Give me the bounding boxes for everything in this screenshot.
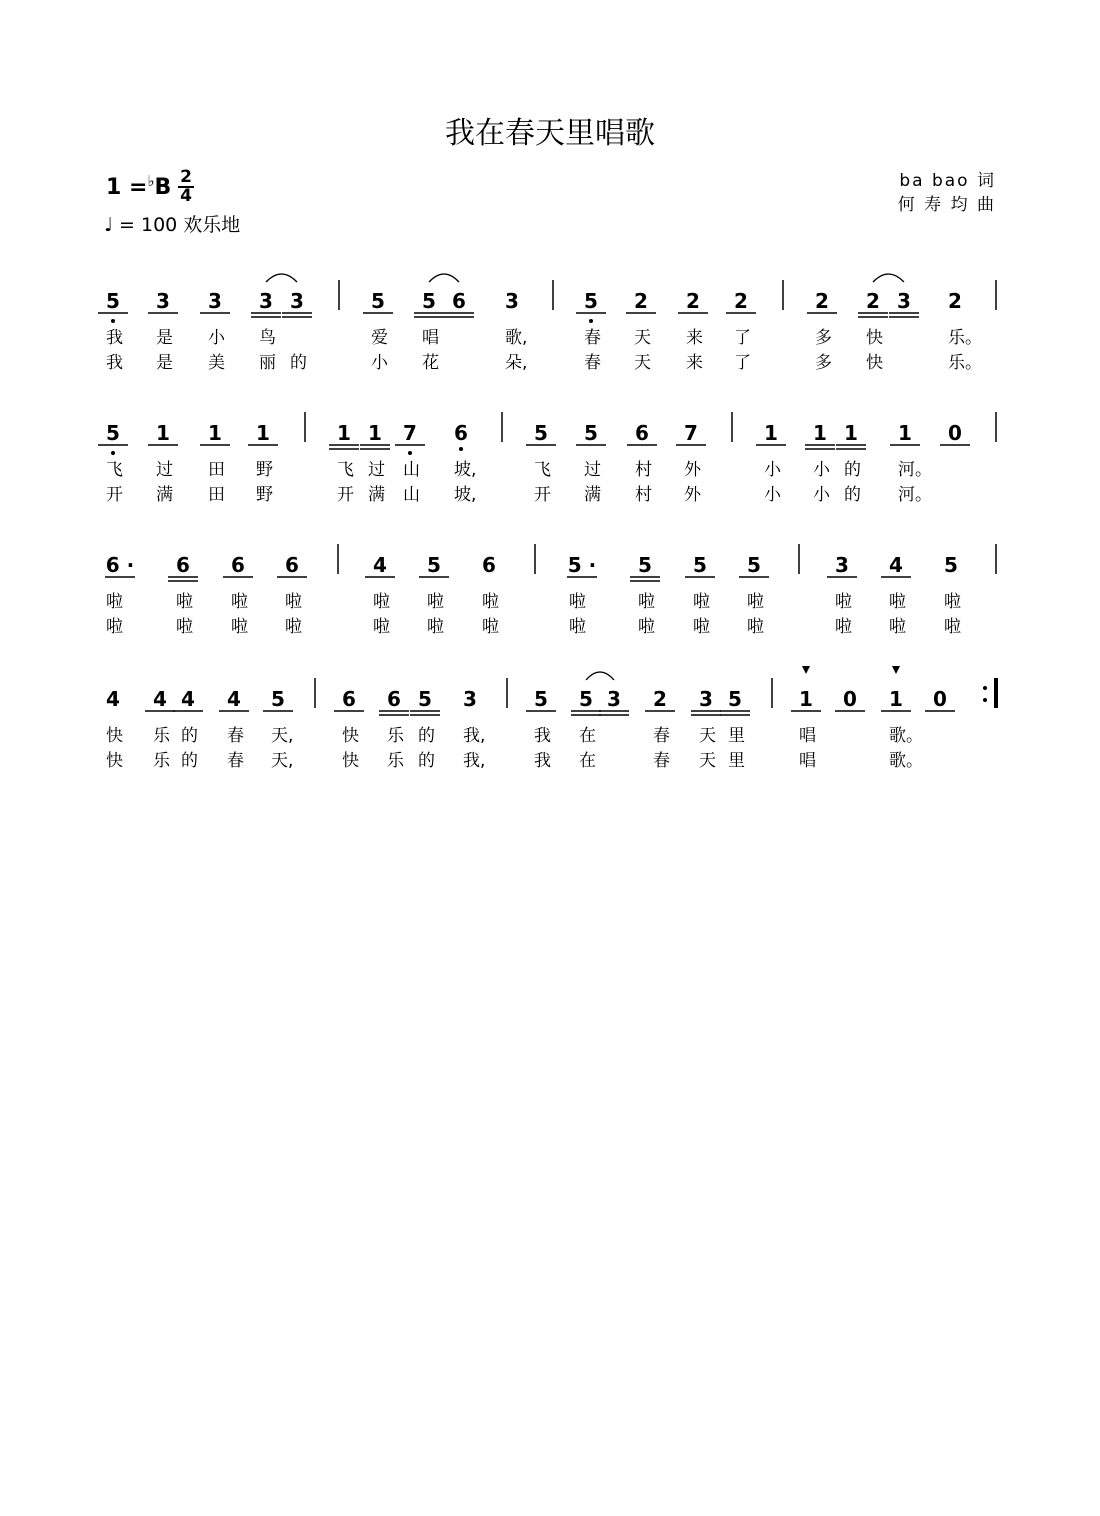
note: 1 [813,421,827,445]
lyric-char: 乐 [387,751,404,771]
repeat-dot [983,686,987,690]
lyric-char: 啦 [373,617,390,637]
lyric-char: 满 [584,485,601,505]
note: 1 [799,687,813,711]
lyric-char: 啦 [106,592,123,612]
lyric-char: 春 [584,328,601,348]
lyric-char: 飞 [106,460,123,480]
lyric-char: 鸟 [259,328,276,348]
lyric-char: 小 [813,460,830,480]
lyric-char: 开 [534,485,551,505]
note: 1 [256,421,270,445]
note: 3 [208,289,222,313]
lyric-char: 在 [579,726,596,746]
lyric-char: 春 [653,726,670,746]
note: 6 [387,687,401,711]
lyric-char: 田 [208,485,225,505]
lyric-char: 快 [866,328,883,348]
note: 7 [684,421,698,445]
lyric-char: 爱 [371,328,388,348]
lyric-char: 开 [337,485,354,505]
note: 6 [285,553,299,577]
note: 5 [427,553,441,577]
lyric-char: 山 [403,460,420,480]
lyric-char: 我, [463,751,486,771]
note: 7 [403,421,417,445]
lyric-char: 啦 [176,617,193,637]
lyric-char: 啦 [482,617,499,637]
accent-mark [802,666,810,674]
note: 0 [948,421,962,445]
lyric-char: 村 [635,485,652,505]
note: 6 [176,553,190,577]
lyric-char: 啦 [835,592,852,612]
lyric-char: 美 [208,353,225,373]
lyric-char: 唱 [422,328,439,348]
accent-mark [892,666,900,674]
lyric-char: 啦 [693,592,710,612]
lyric-char: 的 [418,726,435,746]
lyric-char: 啦 [638,592,655,612]
lyric-char: 啦 [373,592,390,612]
lyric-char: 春 [227,751,244,771]
note: 6 [452,289,466,313]
note: 3 [897,289,911,313]
lyric-char: 天 [699,726,716,746]
note: 1 [889,687,903,711]
lyric-char: 春 [584,353,601,373]
lyric-char: 来 [686,328,703,348]
lyric-char: 小 [764,485,781,505]
lyric-char: 外 [684,460,701,480]
key-prefix: 1 = [106,175,148,200]
lyric-char: 天 [699,751,716,771]
tie-arc [586,672,614,680]
lyric-char: 过 [156,460,173,480]
tie-arc [873,274,904,282]
note: 6 [231,553,245,577]
lyric-char: 啦 [569,592,586,612]
note: 5 [106,421,120,445]
note: 5 · [567,553,597,577]
lyric-char: 啦 [106,617,123,637]
note: 1 [208,421,222,445]
low-octave-dot [408,451,412,455]
lyric-char: 天, [271,751,294,771]
lyric-char: 唱 [799,726,816,746]
lyric-char: 乐 [387,726,404,746]
lyricist-credit: ba bao 词 [899,171,996,191]
lyric-char: 乐。 [948,328,982,348]
tempo-text: = 100 欢乐地 [119,214,241,236]
lyric-char: 了 [734,328,751,348]
lyric-char: 快 [342,751,359,771]
note: 6 [635,421,649,445]
note: 5 [271,687,285,711]
lyric-char: 天 [634,353,651,373]
lyric-char: 坡, [454,485,477,505]
lyric-char: 啦 [231,592,248,612]
lyric-char: 啦 [427,617,444,637]
lyric-char: 丽 [259,353,276,373]
low-octave-dot [111,319,115,323]
note: 5 [584,421,598,445]
lyric-char: 里 [728,726,745,746]
note: 1 [337,421,351,445]
lyric-char: 坡, [454,460,477,480]
lyric-char: 啦 [944,592,961,612]
lyric-char: 的 [181,751,198,771]
lyric-char: 歌, [505,328,528,348]
lyric-char: 我 [106,328,123,348]
note: 3 [505,289,519,313]
lyric-char: 啦 [427,592,444,612]
lyric-char: 的 [844,485,861,505]
lyric-char: 啦 [176,592,193,612]
lyric-char: 在 [579,751,596,771]
lyric-char: 多 [815,353,832,373]
note: 3 [835,553,849,577]
lyric-char: 快 [106,751,123,771]
note: 3 [156,289,170,313]
lyric-char: 啦 [944,617,961,637]
note: 5 [106,289,120,313]
note: 5 [747,553,761,577]
lyric-char: 我, [463,726,486,746]
lyric-char: 我 [106,353,123,373]
lyric-char: 河。 [898,460,932,480]
lyric-char: 唱 [799,751,816,771]
note: 2 [734,289,748,313]
lyric-char: 是 [156,353,173,373]
lyric-char: 朵, [505,353,528,373]
note: 1 [156,421,170,445]
lyric-char: 飞 [534,460,551,480]
note: 0 [843,687,857,711]
note: 1 [898,421,912,445]
note: 5 [728,687,742,711]
note: 5 [584,289,598,313]
lyric-char: 快 [106,726,123,746]
lyric-char: 飞 [337,460,354,480]
lyric-char: 小 [813,485,830,505]
time-signature-top: 2 [180,167,192,187]
note: 1 [764,421,778,445]
lyric-char: 啦 [889,592,906,612]
note: 2 [634,289,648,313]
lyric-char: 河。 [898,485,932,505]
key-name: B [154,175,172,200]
lyric-char: 多 [815,328,832,348]
lyric-char: 里 [728,751,745,771]
lyric-char: 歌。 [889,726,923,746]
note: 2 [653,687,667,711]
note: 3 [290,289,304,313]
lyric-char: 过 [584,460,601,480]
lyric-char: 我 [534,726,551,746]
note: 4 [889,553,903,577]
lyric-char: 山 [403,485,420,505]
note: 5 [534,421,548,445]
lyric-char: 小 [764,460,781,480]
lyric-char: 乐 [153,751,170,771]
lyric-char: 天, [271,726,294,746]
flat-sign: ♭ [147,172,155,190]
lyric-char: 了 [734,353,751,373]
repeat-dot [983,698,987,702]
lyric-char: 啦 [285,617,302,637]
note: 5 [422,289,436,313]
lyric-char: 过 [368,460,385,480]
lyric-char: 村 [635,460,652,480]
lyric-char: 花 [422,353,439,373]
note: 1 [368,421,382,445]
lyric-char: 天 [634,328,651,348]
note: 6 [454,421,468,445]
lyric-char: 的 [290,353,307,373]
lyric-char: 是 [156,328,173,348]
note: 4 [227,687,241,711]
lyric-char: 歌。 [889,751,923,771]
note: 1 [844,421,858,445]
note: 3 [259,289,273,313]
lyric-char: 啦 [747,617,764,637]
low-octave-dot [111,451,115,455]
lyric-char: 乐 [153,726,170,746]
lyric-char: 啦 [231,617,248,637]
note: 4 [153,687,167,711]
lyric-char: 外 [684,485,701,505]
lyric-char: 快 [342,726,359,746]
note: 5 [944,553,958,577]
lyric-char: 啦 [693,617,710,637]
note: 4 [373,553,387,577]
quarter-note-icon: ♩ [104,214,113,236]
note: 4 [181,687,195,711]
time-signature-bottom: 4 [180,186,192,206]
note: 2 [866,289,880,313]
lyric-char: 满 [156,485,173,505]
note: 5 [534,687,548,711]
note: 6 [482,553,496,577]
lyric-char: 快 [866,353,883,373]
note: 0 [933,687,947,711]
note: 4 [106,687,120,711]
lyric-char: 啦 [285,592,302,612]
note: 2 [686,289,700,313]
lyric-char: 乐。 [948,353,982,373]
lyric-char: 啦 [482,592,499,612]
lyric-char: 我 [534,751,551,771]
lyric-char: 的 [844,460,861,480]
lyric-char: 啦 [835,617,852,637]
lyric-char: 野 [256,460,273,480]
lyric-char: 的 [181,726,198,746]
lyric-char: 啦 [569,617,586,637]
tie-arc [266,274,297,282]
lyric-char: 啦 [638,617,655,637]
low-octave-dot [459,447,463,451]
note: 5 [579,687,593,711]
note: 5 [371,289,385,313]
song-title: 我在春天里唱歌 [445,116,655,151]
note: 2 [948,289,962,313]
tie-arc [429,274,459,282]
low-octave-dot [589,319,593,323]
lyric-char: 开 [106,485,123,505]
lyric-char: 的 [418,751,435,771]
lyric-char: 小 [371,353,388,373]
lyric-char: 春 [227,726,244,746]
note: 3 [699,687,713,711]
note: 5 [693,553,707,577]
note: 5 [418,687,432,711]
lyric-char: 满 [368,485,385,505]
lyric-char: 啦 [747,592,764,612]
lyric-char: 田 [208,460,225,480]
lyric-char: 来 [686,353,703,373]
note: 6 [342,687,356,711]
lyric-char: 春 [653,751,670,771]
composer-credit: 何 寿 均 曲 [897,195,996,215]
lyric-char: 野 [256,485,273,505]
note: 5 [638,553,652,577]
note: 2 [815,289,829,313]
note: 6 · [105,553,135,577]
lyric-char: 小 [208,328,225,348]
note: 3 [607,687,621,711]
note: 3 [463,687,477,711]
lyric-char: 啦 [889,617,906,637]
